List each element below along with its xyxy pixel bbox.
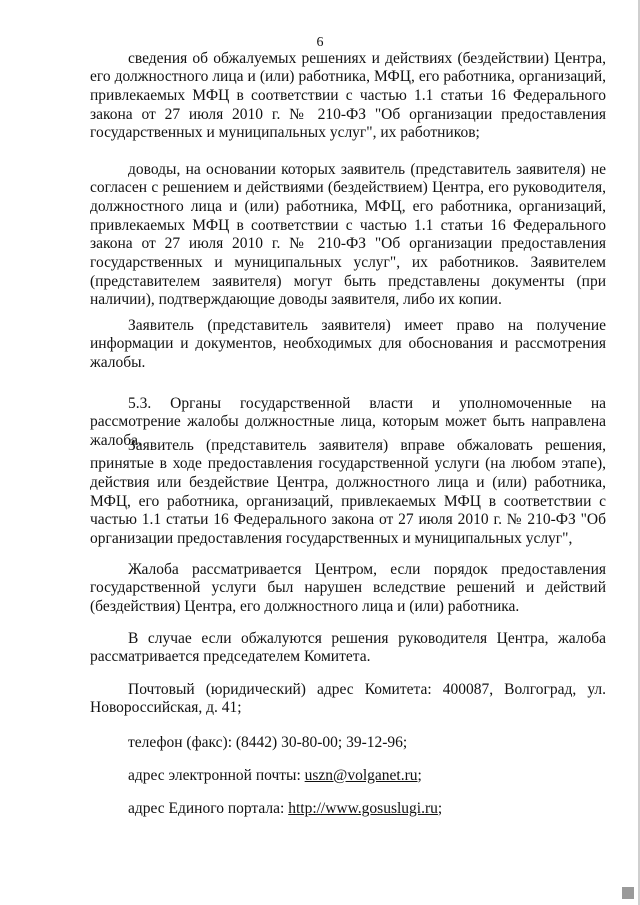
- paragraph-arguments: доводы, на основании которых заявитель (представитель заявителя) не согласен с решением и действиями (бездействием) Центра, его руководителя, должностного лица и (или) работника, МФЦ, его работника, организаций, привлекаемых МФЦ в соответствии с частью 1.1 статьи 16 Федерального закона от 27 июля 2010 г. № 210-ФЗ "Об организации предоставления государственных и муниципальных услуг", их работников. Заявителем (представителем заявителя) могут быть представлены документы (при наличии), подтверждающие доводы заявителя, либо их копии.: [90, 160, 606, 309]
- paragraph-section-5-3: 5.3. Органы государственной власти и уполномоченные на рассмотрение жалобы должностные лица, которым может быть направлена жалоба.: [90, 394, 606, 449]
- paragraph-portal: [90, 800, 606, 819]
- paragraph-email: [90, 767, 606, 786]
- portal-suffix: ;: [437, 799, 443, 817]
- paragraph-right-to-information: Заявитель (представитель заявителя) имеет право на получение информации и документов, необходимых для обоснования и рассмотрения жалобы.: [90, 316, 606, 371]
- portal-label: адрес Единого портала:: [128, 799, 289, 817]
- scan-corner-mark: [622, 887, 634, 899]
- paragraph-phone-fax: телефон (факс): (8442) 30-80-00; 39-12-96;: [128, 733, 408, 751]
- email-suffix: ;: [417, 766, 422, 784]
- paragraph-postal-address: Почтовый (юридический) адрес Комитета: 400087, Волгоград, ул. Новороссийская, д. 41;: [90, 680, 606, 717]
- portal-link[interactable]: http://www.gosuslugi.ru: [288, 799, 438, 817]
- page-number: 6: [316, 35, 324, 50]
- paragraph-appeal-details: сведения об обжалуемых решениях и действиях (бездействии) Центра, его должностного лица и (или) работника, МФЦ, его работника, организаций, привлекаемых МФЦ в соответствии с частью 1.1 статьи 16 Федерального закона от 27 июля 2010 г. № 210-ФЗ "Об организации предоставления государственных и муниципальных услуг", их работников;: [90, 49, 606, 142]
- email-link[interactable]: uszn@volganet.ru: [304, 766, 418, 784]
- paragraph-head-decisions: В случае если обжалуются решения руководителя Центра, жалоба рассматривается председателем Комитета.: [90, 629, 606, 666]
- paragraph-right-to-appeal: Заявитель (представитель заявителя) вправе обжаловать решения, принятые в ходе предоставления государственной услуги (на любом этапе), действия или бездействие Центра, должностного лица и (или) работника, МФЦ, его работника, организаций, привлекаемых МФЦ в соответствии с частью 1.1 статьи 16 Федерального закона от 27 июля 2010 г. № 210-ФЗ "Об организации предоставления государственных и муниципальных услуг",: [90, 436, 606, 548]
- email-label: адрес электронной почты:: [128, 766, 305, 784]
- paragraph-complaint-review: Жалоба рассматривается Центром, если порядок предоставления государственной услуги был нарушен вследствие решений и действий (бездействия) Центра, его должностного лица и (или) работника.: [90, 560, 606, 615]
